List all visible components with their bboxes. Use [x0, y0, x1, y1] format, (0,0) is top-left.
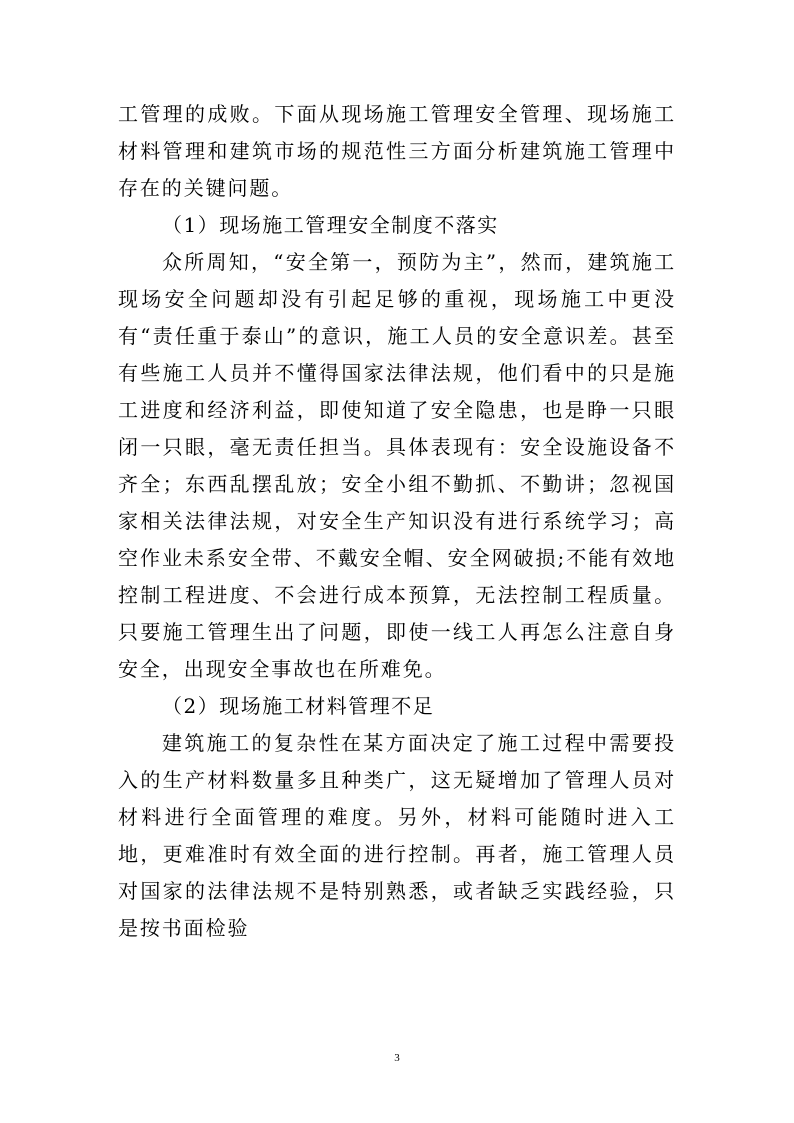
- body-paragraph-safety: 众所周知，“安全第一，预防为主”，然而，建筑施工现场安全问题却没有引起足够的重视，现场施工中更没有“责任重于泰山”的意识，施工人员的安全意识差。甚至有些施工人员并不懂得国家法律法规，他们看中的只是施工进度和经济利益，即使知道了安全隐患，也是睁一只眼闭一只眼，毫无责任担当。具体表现有：安全设施设备不齐全；东西乱摆乱放；安全小组不勤抓、不勤讲；忽视国家相关法律法规，对安全生产知识没有进行系统学习；高空作业未系安全带、不戴安全帽、安全网破损;不能有效地控制工程进度、不会进行成本预算，无法控制工程质量。只要施工管理生出了问题，即使一线工人再怎么注意自身安全，出现安全事故也在所难免。: [118, 250, 676, 681]
- page-number: 3: [394, 1052, 400, 1064]
- document-body: [118, 96, 676, 947]
- body-paragraph-continuation: 工管理的成败。下面从现场施工管理安全管理、现场施工材料管理和建筑市场的规范性三方面分析建筑施工管理中存在的关键问题。: [118, 102, 676, 200]
- body-paragraph-materials: 建筑施工的复杂性在某方面决定了施工过程中需要投入的生产材料数量多且种类广，这无疑增加了管理人员对材料进行全面管理的难度。另外，材料可能随时进入工地，更难准时有效全面的进行控制。再者，施工管理人员对国家的法律法规不是特别熟悉，或者缺乏实践经验，只是按书面检验: [118, 731, 676, 940]
- section-heading-safety: （1）现场施工管理安全制度不落实: [162, 213, 499, 237]
- section-heading-materials: （2）现场施工材料管理不足: [162, 694, 435, 718]
